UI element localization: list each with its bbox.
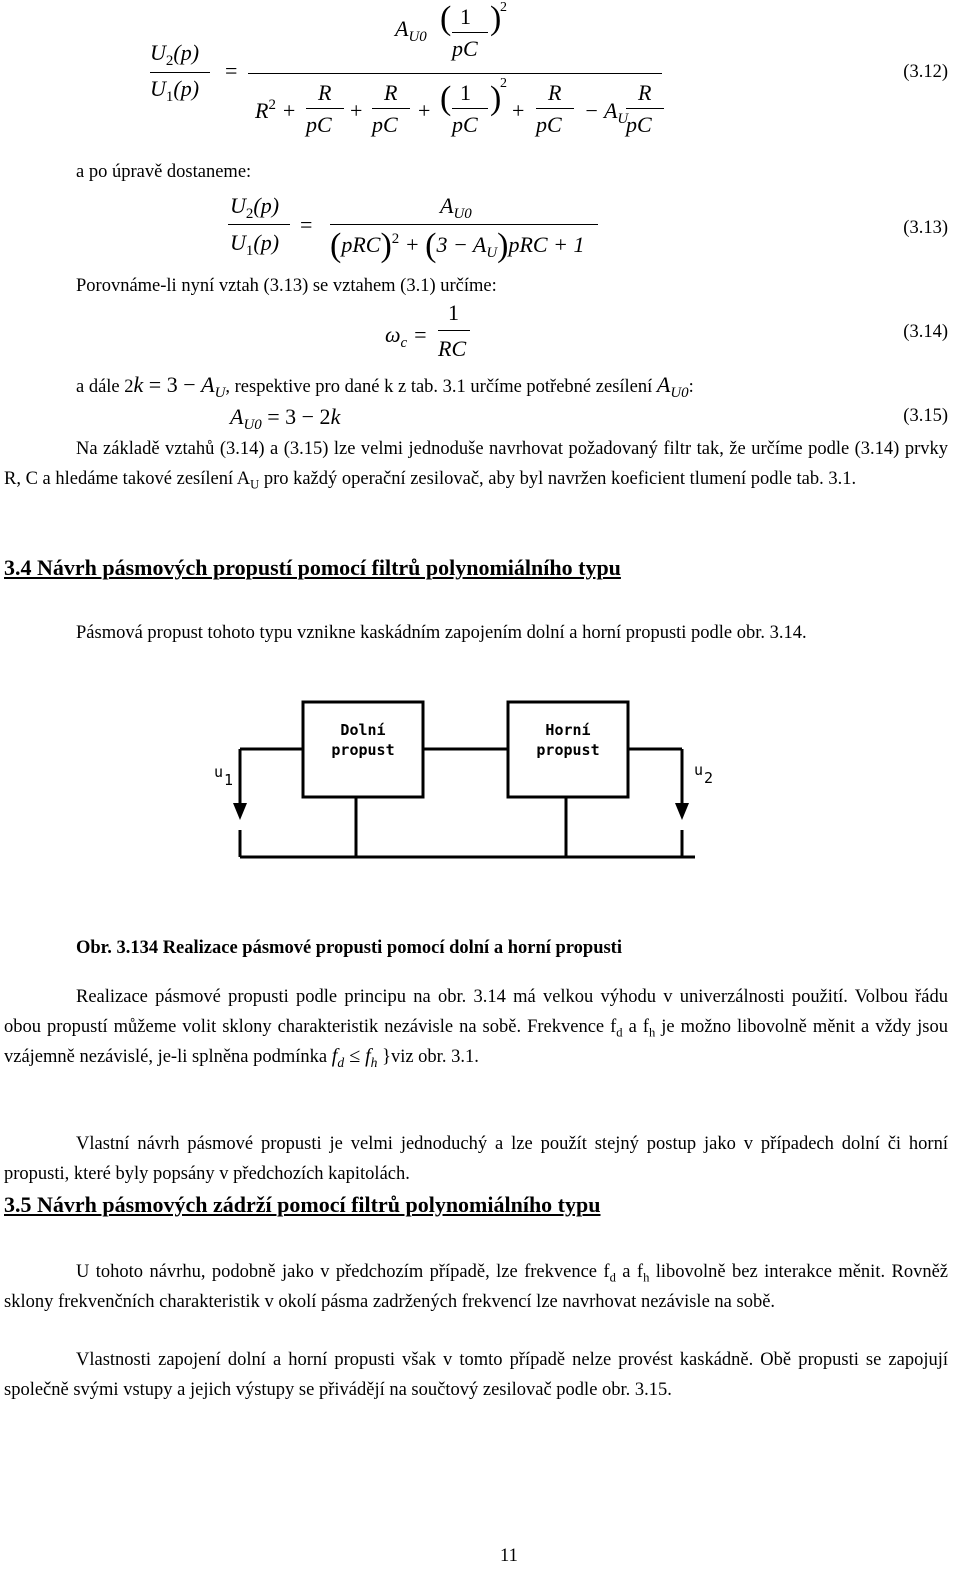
para-realizace-d: }viz obr. 3.1.	[382, 1047, 479, 1067]
para-realizace-sub-h: h	[648, 1024, 656, 1039]
eq12-num: $A_{U0}$	[395, 16, 427, 46]
block1-label-2: propust	[331, 741, 395, 759]
para-u-tohoto-c: libovolně bez interakce měnit. Rovněž sklony frekvenčních charakteristik v okolí pásma zadržených frekvencí lze navrhovat nezávisle na sobě.	[4, 1262, 948, 1312]
eq13-num: $A_{U0}$	[440, 193, 472, 223]
eq12-lhs-den: $U_1(p)$	[150, 76, 200, 106]
para-vlastni: Vlastní návrh pásmové propusti je velmi jednoduchý a lze použít stejný postup jako v případech dolní či horní propusti, které byly popsány v předchozích kapitolách.	[4, 1134, 948, 1184]
para-vlastnosti: Vlastnosti zapojení dolní a horní propusti však v tomto případě nelze provést kaskádně. Obě propusti se zapojují společně svými vstupy a jejich výstupy se přivádějí na součtový zesilovač podle obr. 3.15.	[4, 1350, 948, 1400]
eq12-den-r-a: R	[318, 80, 332, 105]
eq12-paren2-l: (	[440, 80, 452, 117]
eq13-bar	[330, 224, 598, 225]
eq12-sq: 2	[500, 0, 507, 15]
eq12-r-b: R	[384, 80, 398, 105]
para-na-zaklade-a: Na základě vztahů (3.14) a (3.15) lze velmi jednoduše navrhovat požadovaný filtr tak, že určíme podle (3.14) prvky R, C a hledáme takové zesílení A	[4, 439, 948, 489]
para-realizace	[4, 983, 948, 1073]
block1-label-1: Dolní	[340, 721, 386, 739]
eq13-number: (3.13)	[903, 218, 948, 238]
eq15-number: (3.15)	[903, 406, 948, 426]
page-number: 11	[500, 1546, 518, 1566]
text-po-uprave: a po úpravě dostaneme:	[76, 162, 252, 182]
heading-3-5: 3.5 Návrh pásmových zádrží pomocí filtrů polynomiálního typu	[4, 1192, 601, 1217]
eq12-pc-b: pC	[372, 112, 398, 137]
eq12-pc-d: pC	[536, 112, 562, 137]
u2-sub-label: 2	[704, 769, 714, 787]
eq12-bar-e	[626, 108, 664, 109]
eq13-lhs-num: $U_2(p)$	[230, 193, 280, 223]
text-a-dale-before: a dále 2	[76, 377, 134, 397]
text-a-dale: a dále $2k = 3 - A_U$, respektive pro dané k z tab. 3.1 určíme potřebné zesílení $A_{U0}$:	[76, 372, 694, 402]
eq15-expr: $A_{U0} = 3 - 2k$	[230, 404, 341, 434]
eq12-plus-c: +	[512, 98, 525, 123]
eq12-plus-b: +	[418, 98, 431, 123]
eq14-rc: RC	[438, 336, 467, 361]
text-a-dale-mid: , respektive pro dané k z tab. 3.1 určíme potřebné zesílení	[225, 377, 653, 397]
para-pasmova: Pásmová propust tohoto typu vznikne kaskádním zapojením dolní a horní propusti podle obr. 3.14.	[76, 623, 807, 643]
eq12-pc-a: pC	[306, 112, 332, 137]
u2-label: u	[694, 761, 704, 779]
eq12-r-d: R	[548, 80, 562, 105]
para-u-tohoto-sub-h: h	[643, 1270, 650, 1285]
para-u-tohoto-a: U tohoto návrhu, podobně jako v předchozím případě, lze frekvence f	[76, 1262, 610, 1282]
para-realizace-c: je možno libovolně měnit a vždy jsou vzájemně nezávislé, je-li splněna podmínka	[4, 1016, 949, 1067]
eq12-bar-b	[372, 108, 410, 109]
para-u-tohoto-sub-d: d	[609, 1270, 616, 1285]
eq12-bar-d	[536, 108, 574, 109]
eq12-lhs-bar	[150, 72, 210, 73]
figure-block-diagram	[200, 695, 740, 875]
para-na-zaklade-b: pro každý operační zesilovač, aby byl navržen koeficient tlumení podle tab. 3.1.	[259, 468, 857, 489]
para-na-zaklade-sub: U	[250, 476, 260, 491]
eq12-den-r2: $R^2$ +	[255, 97, 297, 123]
heading-3-4: 3.4 Návrh pásmových propustí pomocí filtrů polynomiálního typu	[4, 555, 621, 580]
eq12-r-e: R	[638, 80, 652, 105]
para-u-tohoto	[4, 1258, 948, 1317]
eq13-lhs-den: $U_1(p)$	[230, 230, 280, 260]
eq13-equals: =	[300, 212, 313, 237]
eq14-omega: $\omega_c$ =	[385, 322, 428, 352]
block2-label-2: propust	[536, 741, 600, 759]
u1-arrow-head	[233, 803, 247, 820]
eq13-lhs-bar	[228, 224, 290, 225]
text-a-dale-after: :	[688, 377, 694, 397]
eq12-bar-c	[452, 108, 488, 109]
eq12-minus-au: − $A_U$	[584, 98, 629, 128]
para-na-zaklade	[4, 435, 948, 494]
para-realizace-a: Realizace pásmové propusti podle principu na obr. 3.14 má velkou výhodu v univerzálnosti použití. Volbou řádu obou propustí můžeme volit sklony charakteristik nezávisle na sobě. Frekvence f	[4, 987, 948, 1037]
eq12-sq-b: 2	[500, 76, 507, 91]
eq12-paren-r: )	[490, 0, 502, 37]
u1-label: u	[214, 763, 224, 781]
eq12-bar-a	[306, 108, 344, 109]
eq12-equals: =	[225, 58, 238, 83]
para-u-tohoto-b: a f	[615, 1262, 644, 1282]
block2-label-1: Horní	[545, 721, 591, 739]
eq12-plus-a: +	[350, 98, 363, 123]
u2-arrow-head	[675, 803, 689, 820]
eq14-one: 1	[448, 300, 459, 325]
eq12-lhs-num: $U_2(p)$	[150, 40, 200, 70]
para-realizace-sub-d: d	[616, 1024, 623, 1039]
para-realizace-b: a f	[622, 1016, 649, 1037]
eq12-one: 1	[460, 4, 471, 29]
eq12-pc: pC	[452, 36, 478, 61]
eq13-den: $(pRC)^2 + (3 - A_U)pRC + 1$	[330, 227, 585, 264]
eq12-pc-e: pC	[626, 112, 652, 137]
eq14-bar	[438, 330, 470, 331]
u1-sub-label: 1	[224, 771, 234, 789]
eq14-number: (3.14)	[903, 322, 948, 342]
eq12-number: (3.12)	[903, 62, 948, 82]
eq12-paren-l: (	[440, 0, 452, 37]
para-realizace-cond: $f_d \le f_h$	[331, 1045, 378, 1070]
eq12-main-bar	[248, 73, 662, 74]
eq12-one-b: 1	[460, 80, 471, 105]
eq12-paren2-r: )	[490, 80, 502, 117]
text-porovname: Porovnáme-li nyní vztah (3.13) se vztahem (3.1) určíme:	[76, 276, 497, 296]
eq12-num-bar	[452, 32, 488, 33]
figure-caption: Obr. 3.134 Realizace pásmové propusti pomocí dolní a horní propusti	[76, 938, 622, 958]
eq12-pc-c: pC	[452, 112, 478, 137]
